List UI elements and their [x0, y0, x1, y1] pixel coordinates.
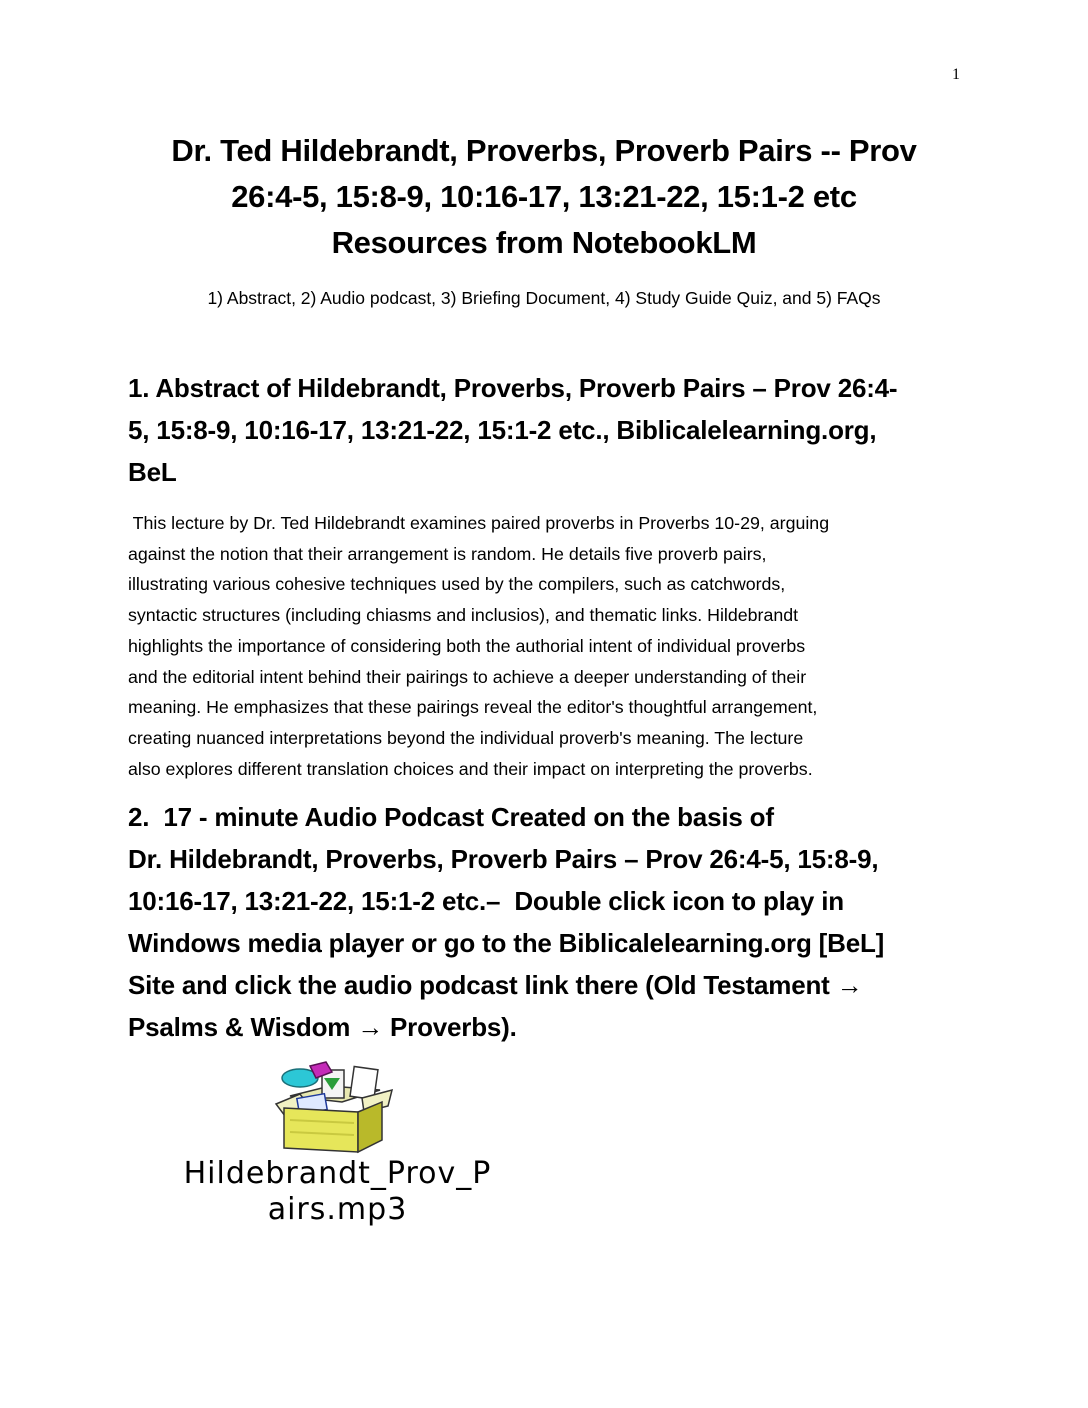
- heading-line: Windows media player or go to the Biblicalelearning.org [BeL]: [128, 928, 885, 958]
- heading-text: Psalms & Wisdom: [128, 1012, 358, 1042]
- package-icon[interactable]: [270, 1060, 400, 1155]
- heading-line: [128, 964, 968, 1006]
- paragraph-line: meaning. He emphasizes that these pairings reveal the editor's thoughtful arrangement,: [128, 697, 818, 718]
- heading-line: [128, 1006, 968, 1048]
- filename-line: airs.mp3: [267, 1192, 408, 1227]
- filename-line: Hildebrandt_Prov_P: [183, 1156, 492, 1191]
- heading-line: 2. 17 - minute Audio Podcast Created on the basis of: [128, 802, 774, 832]
- title-line: 26:4-5, 15:8-9, 10:16-17, 13:21-22, 15:1-2 etc: [231, 179, 857, 214]
- section-heading-abstract: [128, 367, 968, 493]
- heading-line: BeL: [128, 457, 177, 487]
- heading-text: Site and click the audio podcast link there (Old Testament: [128, 970, 837, 1000]
- paragraph-line: against the notion that their arrangement is random. He details five proverb pairs,: [128, 543, 767, 564]
- abstract-paragraph: [128, 508, 968, 784]
- paragraph-line: and the editorial intent behind their pairings to achieve a deeper understanding of their: [128, 666, 807, 687]
- section-heading-audio-podcast: [128, 796, 968, 1048]
- heading-line: 10:16-17, 13:21-22, 15:1-2 etc.– Double click icon to play in: [128, 886, 844, 916]
- paragraph-line: creating nuanced interpretations beyond the individual proverb's meaning. The lecture: [128, 727, 804, 748]
- page-number: 1: [952, 66, 960, 83]
- heading-line: 1. Abstract of Hildebrandt, Proverbs, Proverb Pairs – Prov 26:4-: [128, 373, 898, 403]
- right-arrow-icon: →: [357, 1012, 384, 1042]
- title-line: Dr. Ted Hildebrandt, Proverbs, Proverb Pairs -- Prov: [171, 133, 917, 168]
- heading-line: Dr. Hildebrandt, Proverbs, Proverb Pairs – Prov 26:4-5, 15:8-9,: [128, 844, 879, 874]
- right-arrow-icon: →: [836, 970, 863, 1000]
- title-line: Resources from NotebookLM: [331, 225, 757, 260]
- attachment-filename[interactable]: [130, 1156, 545, 1228]
- contents-list: 1) Abstract, 2) Audio podcast, 3) Briefing Document, 4) Study Guide Quiz, and 5) FAQs: [207, 288, 881, 308]
- heading-text: Proverbs).: [383, 1012, 517, 1042]
- paragraph-line: This lecture by Dr. Ted Hildebrandt examines paired proverbs in Proverbs 10-29, arguing: [128, 513, 830, 533]
- paragraph-line: illustrating various cohesive techniques used by the compilers, such as catchwords,: [128, 574, 786, 595]
- paragraph-line: syntactic structures (including chiasms and inclusios), and thematic links. Hildebrandt: [128, 605, 799, 626]
- paragraph-line: highlights the importance of considering both the authorial intent of individual proverbs: [128, 635, 806, 656]
- document-title: [128, 128, 960, 266]
- paragraph-line: also explores different translation choices and their impact on interpreting the proverbs.: [128, 758, 813, 779]
- heading-line: 5, 15:8-9, 10:16-17, 13:21-22, 15:1-2 etc., Biblicalelearning.org,: [128, 415, 877, 445]
